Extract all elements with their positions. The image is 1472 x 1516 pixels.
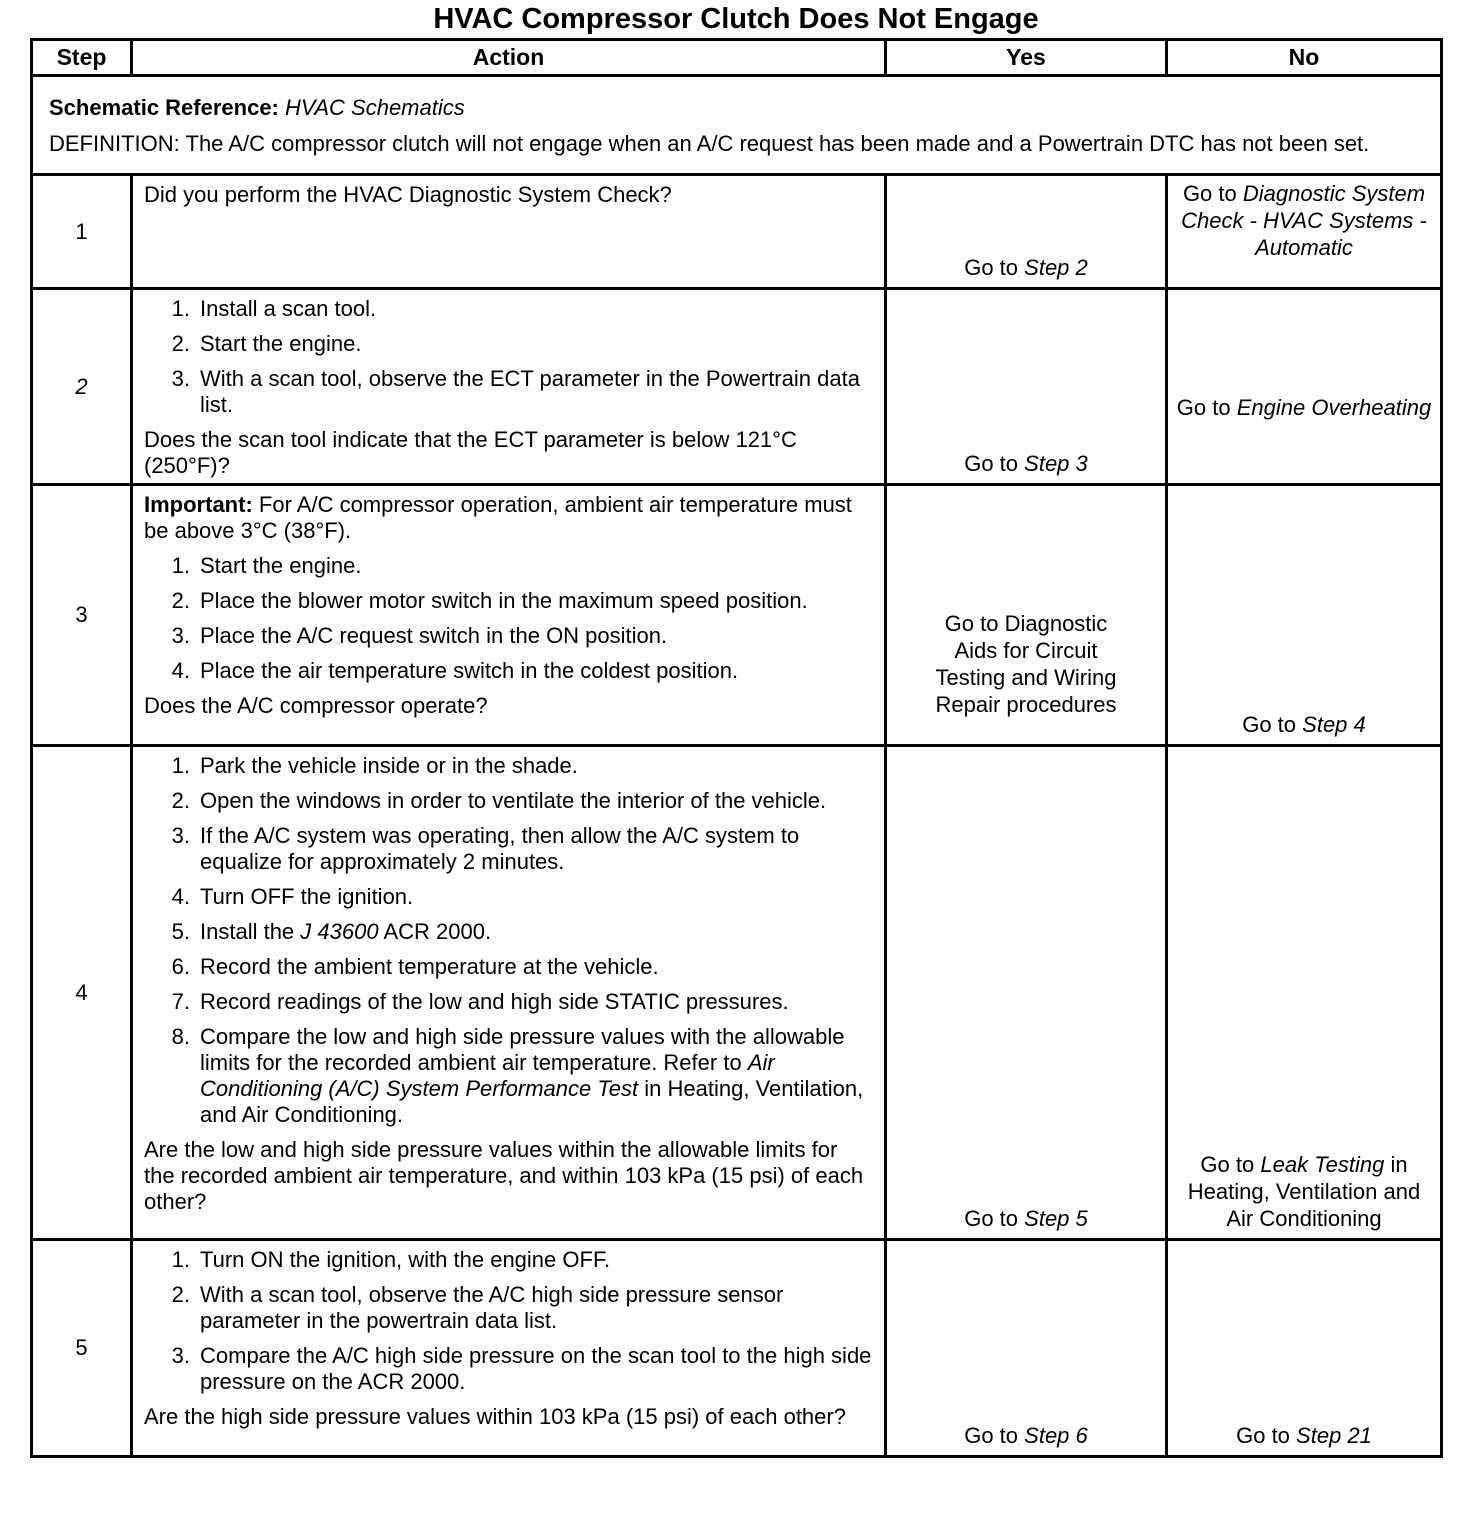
- header-row: [32, 40, 1442, 76]
- no-cell: Go to Leak Testing in Heating, Ventilation and Air Conditioning: [1167, 746, 1442, 1240]
- step-number: 4: [32, 746, 132, 1240]
- yes-link[interactable]: Go to Diagnostic Aids for Circuit Testing and Wiring Repair procedures: [935, 611, 1117, 717]
- list-item: 3. Compare the A/C high side pressure on the scan tool to the high side pressure on the ACR 2000.: [171, 1343, 872, 1394]
- yes-link[interactable]: Step 5: [1024, 1206, 1088, 1231]
- action-cell: [132, 746, 886, 1240]
- action-cell: [132, 485, 886, 746]
- step-row-1: [32, 175, 1442, 289]
- action-cell: [132, 175, 886, 289]
- list-item: 8. Compare the low and high side pressure values with the allowable limits for the recorded ambient air temperature. Refer to Air Conditioning (A/C) System Performance Test in Heating, Ventilation, and Air Conditioning.: [171, 1024, 864, 1127]
- step-question: Does the A/C compressor operate?: [144, 693, 488, 718]
- list-item: 1. Install a scan tool.: [171, 296, 377, 321]
- page-title: HVAC Compressor Clutch Does Not Engage: [433, 3, 1039, 35]
- header-action: Action: [132, 40, 886, 76]
- definition-text: The A/C compressor clutch will not engage when an A/C request has been made and a Powertrain DTC has not been set.: [185, 130, 1370, 156]
- header-step: Step: [32, 40, 132, 76]
- step-number: 3: [32, 485, 132, 746]
- list-item: 4. Place the air temperature switch in the coldest position.: [171, 658, 739, 683]
- action-cell: [132, 1240, 886, 1457]
- list-item: 2. Start the engine.: [171, 331, 362, 356]
- diagnostic-table: [30, 38, 1443, 1458]
- list-item: 2. With a scan tool, observe the A/C high side pressure sensor parameter in the powertrain data list.: [171, 1282, 784, 1333]
- yes-cell: Go to Step 6: [886, 1240, 1167, 1457]
- header-no: No: [1167, 40, 1442, 76]
- step-row-2: [32, 289, 1442, 485]
- list-item: 1. Start the engine.: [171, 553, 362, 578]
- yes-cell: Go to Step 2: [886, 175, 1167, 289]
- no-link[interactable]: Engine Overheating: [1236, 395, 1432, 420]
- schematic-cell: [32, 76, 1442, 175]
- no-link[interactable]: Leak Testing: [1260, 1152, 1385, 1177]
- no-cell: Go to Step 21: [1167, 1240, 1442, 1457]
- list-item: 4. Turn OFF the ignition.: [171, 884, 414, 909]
- list-item: 6. Record the ambient temperature at the vehicle.: [171, 954, 659, 979]
- action-cell: [132, 289, 886, 485]
- step-question: Are the high side pressure values within 103 kPa (15 psi) of each other?: [144, 1404, 846, 1429]
- reference-link[interactable]: Air Conditioning (A/C) System Performance Test: [200, 1050, 775, 1101]
- yes-cell: Go to Step 5: [886, 746, 1167, 1240]
- list-item: 7. Record readings of the low and high side STATIC pressures.: [171, 989, 789, 1014]
- no-cell: Go to Engine Overheating: [1167, 289, 1442, 485]
- list-item: 3. With a scan tool, observe the ECT parameter in the Powertrain data list.: [171, 366, 860, 417]
- no-link[interactable]: Diagnostic System Check - HVAC Systems - Automatic: [1181, 181, 1427, 260]
- step-number: 1: [32, 175, 132, 289]
- no-link[interactable]: Step 21: [1296, 1423, 1372, 1448]
- important-note: Important: For A/C compressor operation, ambient air temperature must be above 3°C (38°F).: [144, 492, 852, 543]
- header-yes: Yes: [886, 40, 1167, 76]
- yes-link[interactable]: Step 2: [1024, 255, 1088, 280]
- list-item: 1. Turn ON the ignition, with the engine OFF.: [171, 1247, 611, 1272]
- no-cell: Go to Step 4: [1167, 485, 1442, 746]
- yes-link[interactable]: Step 6: [1024, 1423, 1088, 1448]
- step-row-5: [32, 1240, 1442, 1457]
- list-item: 2. Place the blower motor switch in the maximum speed position.: [171, 588, 808, 613]
- yes-cell: [886, 485, 1167, 746]
- step-question: Are the low and high side pressure values within the allowable limits for the recorded ambient air temperature, and within 103 kPa (15 psi) of each other?: [144, 1137, 864, 1214]
- tool-link[interactable]: J 43600: [300, 919, 379, 944]
- step-number: 2: [32, 289, 132, 485]
- step-question: Does the scan tool indicate that the ECT parameter is below 121°C (250°F)?: [144, 427, 797, 478]
- no-cell: Go to Diagnostic System Check - HVAC Systems - Automatic: [1167, 175, 1442, 289]
- yes-cell: Go to Step 3: [886, 289, 1167, 485]
- step-question: Did you perform the HVAC Diagnostic System Check?: [144, 182, 672, 207]
- schematic-label: Schematic Reference:: [49, 94, 279, 120]
- no-link[interactable]: Step 4: [1302, 712, 1366, 737]
- list-item: 5. Install the J 43600 ACR 2000.: [171, 919, 492, 944]
- yes-link[interactable]: Step 3: [1024, 451, 1088, 476]
- step-row-4: [32, 746, 1442, 1240]
- step-number: 5: [32, 1240, 132, 1457]
- list-item: 3. Place the A/C request switch in the ON position.: [171, 623, 668, 648]
- list-item: 3. If the A/C system was operating, then allow the A/C system to equalize for approximately 2 minutes.: [171, 823, 800, 874]
- schematic-row: [32, 76, 1442, 175]
- list-item: 2. Open the windows in order to ventilate the interior of the vehicle.: [171, 788, 827, 813]
- definition-label: DEFINITION:: [49, 130, 180, 156]
- step-row-3: [32, 485, 1442, 746]
- schematic-link[interactable]: HVAC Schematics: [285, 94, 465, 120]
- list-item: 1. Park the vehicle inside or in the shade.: [171, 753, 578, 778]
